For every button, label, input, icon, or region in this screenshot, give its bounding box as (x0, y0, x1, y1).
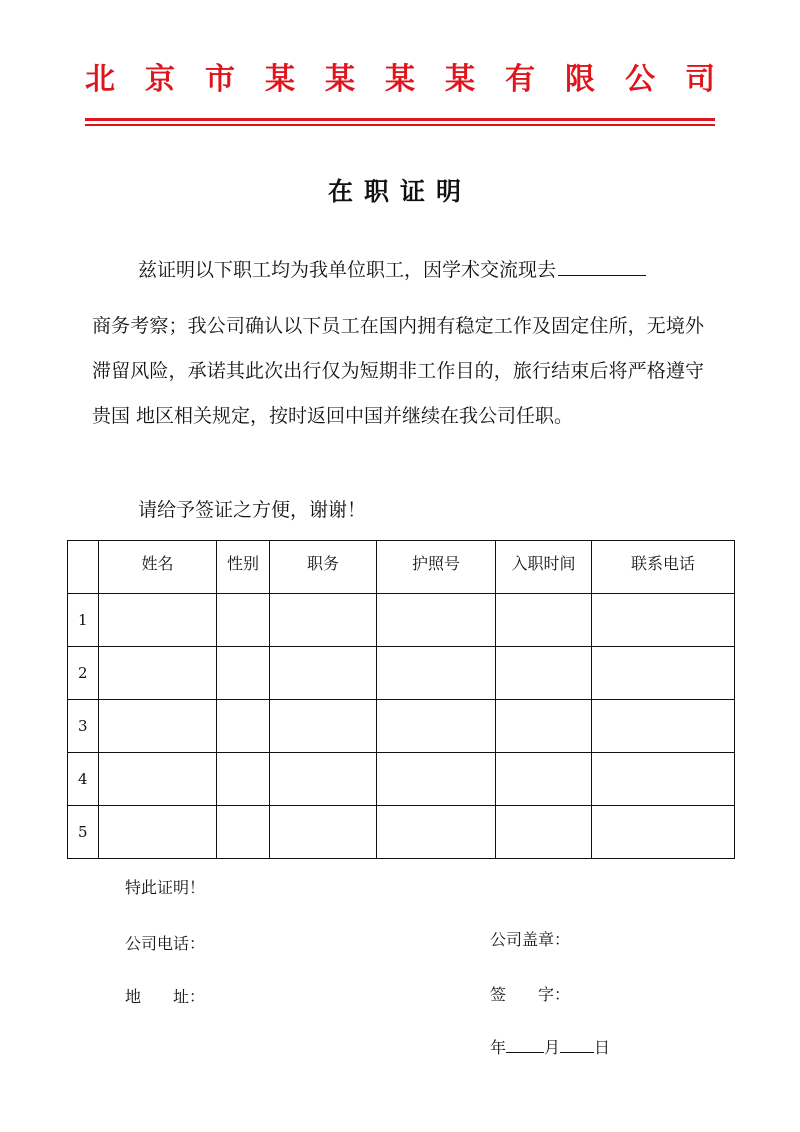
cell-passport[interactable] (377, 594, 496, 647)
cell-position[interactable] (270, 700, 377, 753)
cell-gender[interactable] (217, 594, 270, 647)
destination-blank[interactable] (558, 253, 646, 276)
address-label: 地 址： (125, 987, 206, 1006)
company-seal-label: 公司盖章： (490, 930, 571, 949)
cell-name[interactable] (99, 647, 217, 700)
col-header-passport: 护照号 (377, 541, 496, 594)
row-number: 1 (68, 594, 99, 647)
certification-paragraph: 商务考察；我公司确认以下员工在国内拥有稳定工作及固定住所，无境外滞留风险，承诺其此次出行仅为短期非工作目的，旅行结束后将严格遵守贵国 地区相关规定，按时返回中国并继续在我公司任职。 (92, 315, 704, 427)
cell-hire-date[interactable] (496, 806, 592, 859)
cell-phone[interactable] (592, 647, 735, 700)
row-number: 2 (68, 647, 99, 700)
letterhead-char: 某 (445, 62, 475, 97)
cell-phone[interactable] (592, 753, 735, 806)
cell-passport[interactable] (377, 647, 496, 700)
table-row (68, 647, 735, 700)
col-header-position: 职务 (270, 541, 377, 594)
year-label: 年 (490, 1038, 507, 1057)
certification-opening (138, 248, 646, 293)
col-header-hire-date: 入职时间 (496, 541, 592, 594)
row-number: 3 (68, 700, 99, 753)
certify-statement: 特此证明！ (125, 878, 206, 897)
table-row (68, 753, 735, 806)
cell-name[interactable] (99, 806, 217, 859)
letterhead-char: 限 (565, 62, 595, 97)
letterhead-char: 某 (325, 62, 355, 97)
cell-hire-date[interactable] (496, 594, 592, 647)
letterhead-divider-thin (85, 124, 715, 126)
letterhead-char: 市 (205, 62, 235, 97)
visa-request-line: 请给予签证之方便，谢谢！ (138, 499, 367, 521)
cell-position[interactable] (270, 594, 377, 647)
cell-position[interactable] (270, 753, 377, 806)
signature-label: 签 字： (490, 985, 571, 1004)
letterhead-char: 京 (145, 62, 175, 97)
cell-gender[interactable] (217, 753, 270, 806)
date-line (490, 1034, 610, 1060)
cell-gender[interactable] (217, 806, 270, 859)
letterhead-char: 某 (265, 62, 295, 97)
cell-phone[interactable] (592, 806, 735, 859)
cell-phone[interactable] (592, 594, 735, 647)
month-blank[interactable] (506, 1034, 544, 1053)
cell-position[interactable] (270, 806, 377, 859)
letterhead-char: 公 (625, 62, 655, 97)
cell-phone[interactable] (592, 700, 735, 753)
cell-gender[interactable] (217, 647, 270, 700)
table-row (68, 594, 735, 647)
month-label: 月 (544, 1038, 561, 1057)
table-row (68, 806, 735, 859)
col-header-gender: 性别 (217, 541, 270, 594)
col-header-phone: 联系电话 (592, 541, 735, 594)
letterhead-char: 北 (85, 62, 115, 97)
cell-hire-date[interactable] (496, 700, 592, 753)
day-label: 日 (594, 1038, 611, 1057)
cell-passport[interactable] (377, 806, 496, 859)
cell-gender[interactable] (217, 700, 270, 753)
cell-passport[interactable] (377, 700, 496, 753)
row-number: 4 (68, 753, 99, 806)
company-letterhead (85, 58, 715, 102)
cell-name[interactable] (99, 594, 217, 647)
table-row (68, 700, 735, 753)
cell-name[interactable] (99, 700, 217, 753)
letterhead-char: 某 (385, 62, 415, 97)
day-blank[interactable] (560, 1034, 594, 1053)
letterhead-char: 司 (685, 62, 715, 97)
letterhead-divider-thick (85, 118, 715, 121)
col-header-number (68, 541, 99, 594)
document-title: 在职证明 (327, 177, 472, 206)
cell-position[interactable] (270, 647, 377, 700)
col-header-name: 姓名 (99, 541, 217, 594)
certification-opening-text: 兹证明以下职工均为我单位职工，因学术交流现去 (138, 259, 557, 281)
employee-table (67, 540, 735, 859)
cell-hire-date[interactable] (496, 647, 592, 700)
letterhead-char: 有 (505, 62, 535, 97)
cell-passport[interactable] (377, 753, 496, 806)
cell-name[interactable] (99, 753, 217, 806)
cell-hire-date[interactable] (496, 753, 592, 806)
row-number: 5 (68, 806, 99, 859)
company-phone-label: 公司电话： (125, 934, 206, 953)
table-header-row (68, 541, 735, 594)
